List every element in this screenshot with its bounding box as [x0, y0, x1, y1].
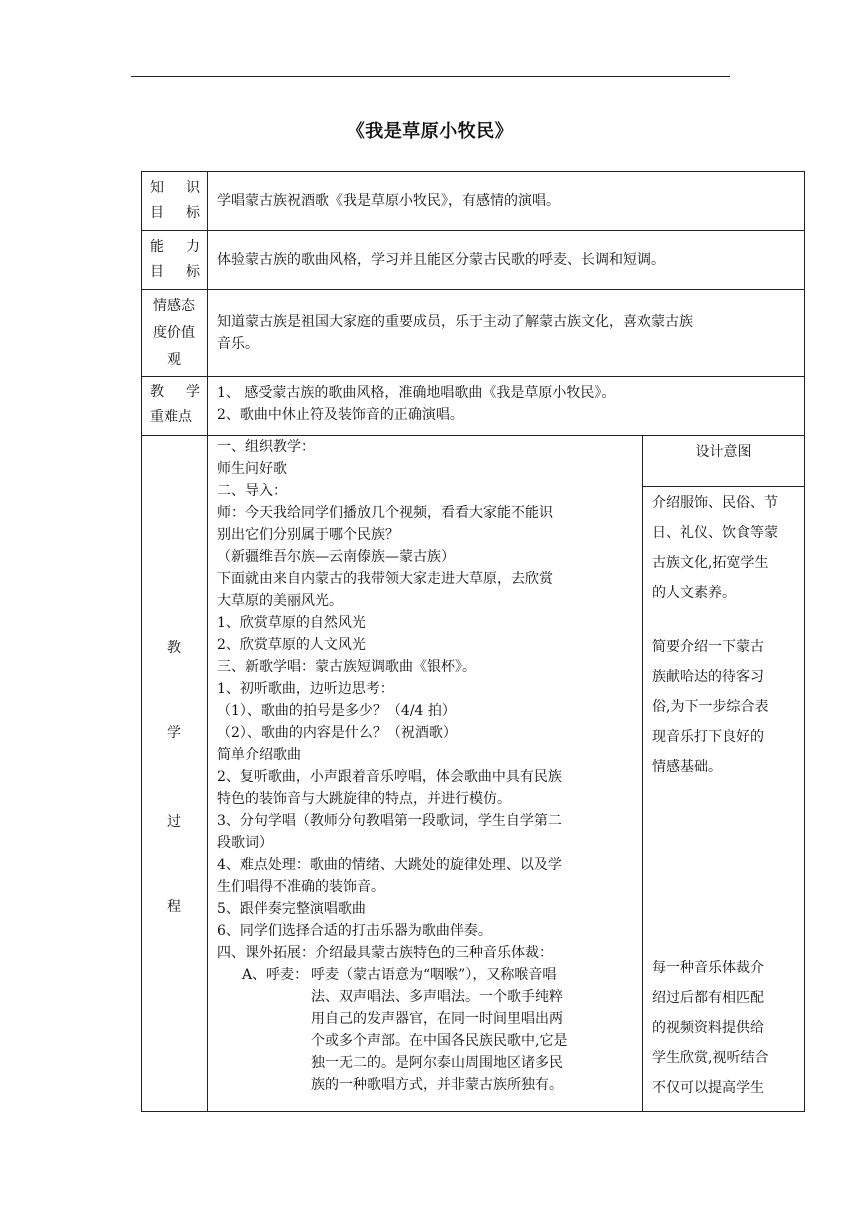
- design-intent-block: 介绍服饰、民俗、节 日、礼仪、饮食等蒙 古族文化,拓宽学生 的人文素养。: [652, 495, 778, 601]
- process-line: 6、同学们选择合适的打击乐器为歌曲伴奏。: [217, 923, 492, 939]
- row-divider: [141, 230, 805, 231]
- process-line: 2、欣赏草原的人文风光: [217, 637, 366, 653]
- design-intent-header: 设计意图: [695, 444, 752, 460]
- design-intent-block: 每一种音乐体裁介 绍过后都有相匹配 的视频资料提供给 学生欣赏,视听结合 不仅可以提高学生: [652, 960, 769, 1096]
- row-divider: [141, 289, 805, 290]
- process-line: 生们唱得不准确的装饰音。: [217, 879, 385, 895]
- process-line: 5、跟伴奏完整演唱歌曲: [217, 901, 366, 917]
- process-line: 简单介绍歌曲: [217, 747, 301, 763]
- knowledge-goal-content: 学唱蒙古族祝酒歌《我是草原小牧民》，有感情的演唱。: [217, 193, 560, 209]
- process-line: 师：今天我给同学们播放几个视频，看看大家能不能识: [217, 505, 553, 521]
- knowledge-goal-label: 知 识 目 标: [150, 180, 200, 221]
- key-points-content: 1、 感受蒙古族的歌曲风格，准确地唱歌曲《我是草原小牧民》。 2、歌曲中休止符及装饰音的正确演唱。: [217, 385, 616, 423]
- process-line: 1、欣赏草原的自然风光: [217, 615, 366, 631]
- page-title: 《我是草原小牧民》: [346, 121, 514, 142]
- humai-description: 呼麦（蒙古语意为“咽喉”），又称喉音唱 法、双声唱法、多声唱法。一个歌手纯粹 用自己的发声器官，在同一时间里唱出两 个或多个声部。在中国各民族民歌中,它是 独一无二的。是阿尔泰山周围地区诸多民 族的一种歌唱方式，并非蒙古族所独有。: [311, 967, 568, 1093]
- process-line: 1、初听歌曲，边听边思考：: [217, 681, 394, 697]
- design-header-divider: [642, 486, 805, 487]
- process-line: 4、难点处理：歌曲的情绪、大跳处的旋律处理、以及学: [217, 857, 562, 873]
- process-line: 四、课外拓展：介绍最具蒙古族特色的三种音乐体裁：: [217, 945, 553, 961]
- process-line: 下面就由来自内蒙古的我带领大家走进大草原，去欣赏: [217, 571, 553, 587]
- process-line: 别出它们分别属于哪个民族？: [217, 527, 399, 543]
- process-line: 师生问好歌: [217, 461, 287, 477]
- ability-goal-label: 能 力 目 标: [150, 239, 200, 280]
- process-label-char: 过: [167, 814, 181, 830]
- emotion-values-label: 情感态 度价值 观: [153, 298, 195, 368]
- process-label-char: 学: [167, 725, 181, 741]
- row-divider: [141, 376, 805, 377]
- key-points-label: 教 学 重难点: [150, 384, 200, 425]
- process-line: 二、导入：: [217, 483, 287, 499]
- process-line: （新疆维吾尔族—云南傣族—蒙古族）: [217, 549, 455, 565]
- process-line: 3、分句学唱（教师分句教唱第一段歌词，学生自学第二: [217, 813, 562, 829]
- process-line: 三、新歌学唱：蒙古族短调歌曲《银杯》。: [217, 659, 476, 675]
- process-label-char: 教: [167, 640, 181, 656]
- process-content: [217, 436, 562, 964]
- process-line: 一、组织教学：: [217, 439, 315, 455]
- emotion-values-content: 知道蒙古族是祖国大家庭的重要成员，乐于主动了解蒙古族文化，喜欢蒙古族 音乐。: [217, 314, 693, 352]
- process-line: 特色的装饰音与大跳旋律的特点，并进行模仿。: [217, 791, 511, 807]
- process-label-char: 程: [167, 899, 181, 915]
- process-line: （2）、歌曲的内容是什么？（祝酒歌）: [217, 725, 457, 741]
- process-line: （1）、歌曲的拍号是多少？（4/4 拍）: [217, 703, 456, 719]
- design-column-divider: [642, 435, 643, 1112]
- design-intent-block: 简要介绍一下蒙古 族献哈达的待客习 俗,为下一步综合表 现音乐打下良好的 情感基础。: [652, 639, 769, 775]
- humai-label: A、呼麦：: [242, 967, 309, 983]
- process-line: 2、复听歌曲，小声跟着音乐哼唱，体会歌曲中具有民族: [217, 769, 562, 785]
- label-column-divider: [207, 171, 208, 1112]
- process-line: 大草原的美丽风光。: [217, 593, 343, 609]
- header-rule: [131, 76, 730, 77]
- ability-goal-content: 体验蒙古族的歌曲风格，学习并且能区分蒙古民歌的呼麦、长调和短调。: [217, 252, 665, 268]
- process-line: 段歌词）: [217, 835, 273, 851]
